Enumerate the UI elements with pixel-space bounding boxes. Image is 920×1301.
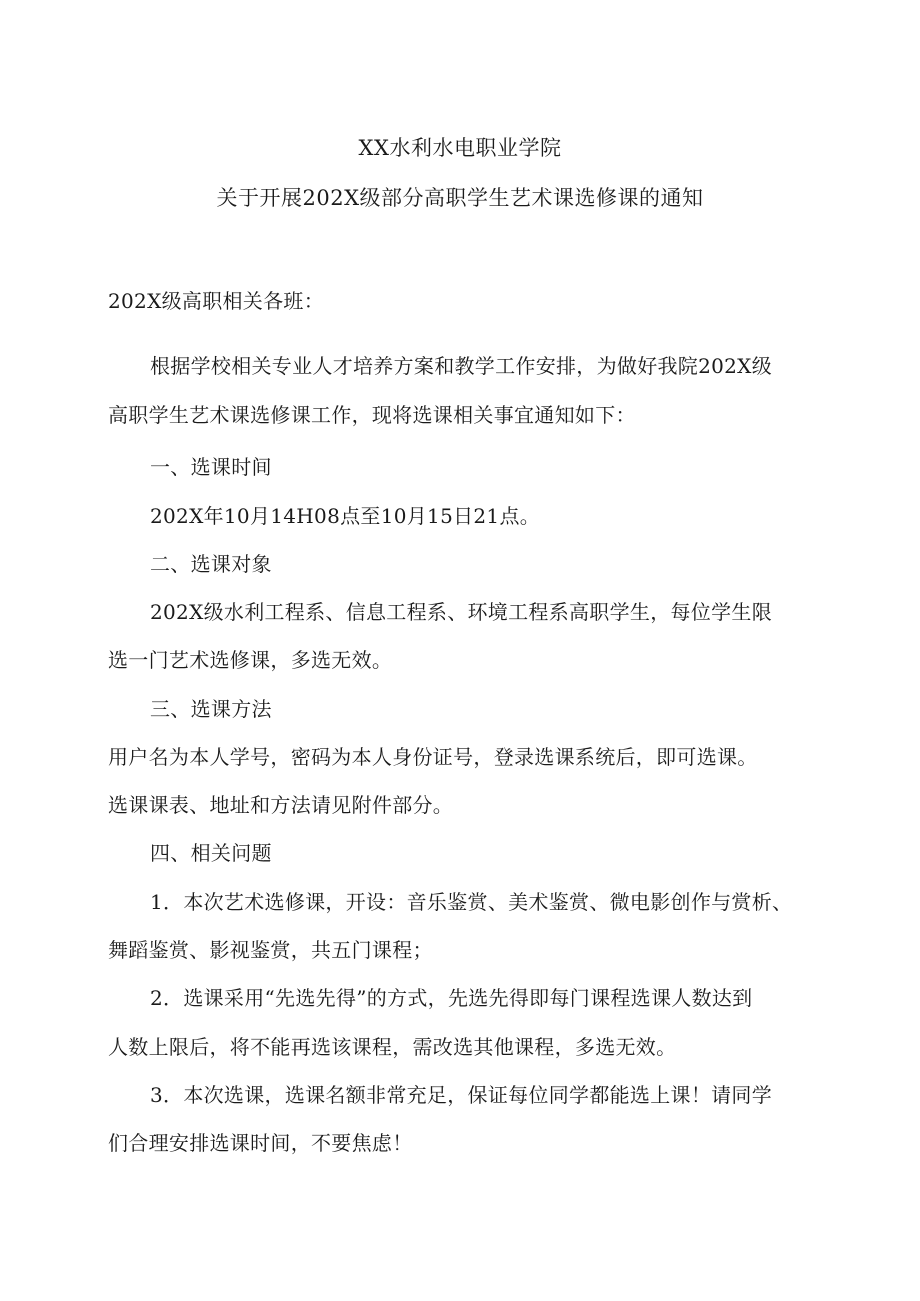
intro-paragraph-line-1: 根据学校相关专业人才培养方案和教学工作安排，为做好我院202X级 [150, 354, 773, 378]
item-3-line-1: 3．本次选课，选课名额非常充足，保证每位同学都能选上课！请同学 [150, 1083, 773, 1107]
section-2-heading: 二、选课对象 [150, 552, 272, 576]
item-3-line-2: 们合理安排选课时间，不要焦虑！ [108, 1131, 413, 1155]
item-1-line-1: 1．本次艺术选修课，开设：音乐鉴赏、美术鉴赏、微电影创作与赏析、 [150, 890, 793, 914]
item-2-line-1: 2．选课采用“先选先得”的方式，先选先得即每门课程选课人数达到 [150, 986, 753, 1010]
section-1-text: 202X年10月14H08点至10月15日21点。 [150, 504, 541, 528]
intro-paragraph-line-2: 高职学生艺术课选修课工作，现将选课相关事宜通知如下： [108, 403, 636, 427]
notice-title: 关于开展202X级部分高职学生艺术课选修课的通知 [216, 186, 704, 210]
section-4-heading: 四、相关问题 [150, 841, 272, 865]
salutation: 202X级高职相关各班： [108, 289, 325, 313]
section-3-line-2: 选课课表、地址和方法请见附件部分。 [108, 793, 454, 817]
section-2-line-1: 202X级水利工程系、信息工程系、环境工程系高职学生，每位学生限 [150, 600, 773, 624]
item-1-line-2: 舞蹈鉴赏、影视鉴赏，共五门课程； [108, 938, 433, 962]
section-3-heading: 三、选课方法 [150, 697, 272, 721]
section-3-line-1: 用户名为本人学号，密码为本人身份证号，登录选课系统后，即可选课。 [108, 745, 758, 769]
section-1-heading: 一、选课时间 [150, 455, 272, 479]
institution-title: XX水利水电职业学院 [358, 136, 562, 160]
section-2-line-2: 选一门艺术选修课，多选无效。 [108, 648, 393, 672]
item-2-line-2: 人数上限后，将不能再选该课程，需改选其他课程，多选无效。 [108, 1035, 677, 1059]
